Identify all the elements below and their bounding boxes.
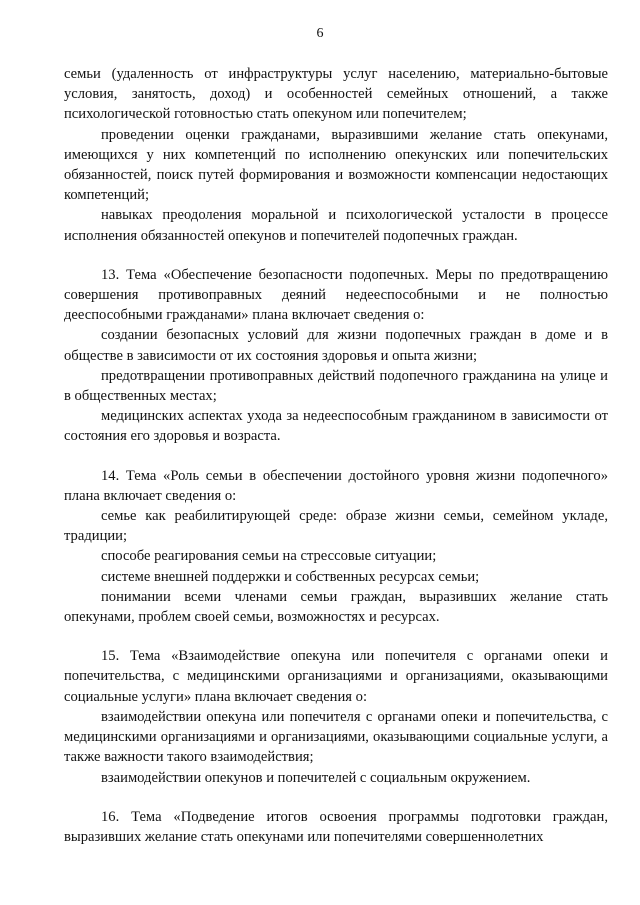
paragraph-family-understanding: понимании всеми членами семьи граждан, выразивших желание стать опекунами, проблем своей семьи, возможностях и ресурсах. <box>64 588 608 626</box>
paragraph-prevention: предотвращении противоправных действий подопечного гражданина на улице и в общественных местах; <box>64 367 608 405</box>
document-body <box>64 64 608 847</box>
paragraph-social-environment: взаимодействии опекунов и попечителей с социальным окружением. <box>101 769 531 786</box>
paragraph-rehab-environment: семье как реабилитирующей среде: образе жизни семьи, семейном укладе, традиции; <box>64 508 608 545</box>
paragraph-safe-conditions: создании безопасных условий для жизни подопечных граждан в доме и в обществе в зависимости от их состояния здоровья и опыта жизни; <box>64 327 608 364</box>
paragraph-medical-care: медицинских аспектах ухода за недееспособным гражданином в зависимости от состояния его здоровья и возраста. <box>64 408 608 445</box>
topic-14-heading: 14. Тема «Роль семьи в обеспечении достойного уровня жизни подопечного» плана включает сведения о: <box>64 467 608 504</box>
paragraph-competence-assessment: проведении оценки гражданами, выразившими желание стать опекунами, имеющихся у них компетенций по исполнению опекунских или попечительских обязанностей, поиск путей формирования и возможности компенсации недостающих компетенций; <box>64 126 608 204</box>
topic-13-heading: 13. Тема «Обеспечение безопасности подопечных. Меры по предотвращению совершения противоправных деяний недееспособными и не полностью дееспособными гражданами» плана включает сведения о: <box>64 266 608 324</box>
paragraph-family-conditions: семьи (удаленность от инфраструктуры услуг населению, материально-бытовые условия, занятость, доход) и особенностей семейных отношений, а также психологической готовностью стать опекуном или попечителем; <box>64 66 608 123</box>
topic-16-heading: 16. Тема «Подведение итогов освоения программы подготовки граждан, выразивших желание стать опекунами или попечителями совершеннолетних <box>64 808 608 845</box>
paragraph-agency-interaction: взаимодействии опекуна или попечителя с органами опеки и попечительства, с медицинскими организациями и организациями, оказывающими социальные услуги, а также важности такого взаимодействия; <box>64 708 608 766</box>
paragraph-stress-response: способе реагирования семьи на стрессовые ситуации; <box>101 548 437 565</box>
paragraph-support-system: системе внешней поддержки и собственных ресурсах семьи; <box>101 568 480 585</box>
paragraph-fatigue-skills: навыках преодоления моральной и психологической усталости в процессе исполнения обязанностей опекунов и попечителей подопечных граждан. <box>64 207 608 244</box>
topic-15-heading: 15. Тема «Взаимодействие опекуна или попечителя с органами опеки и попечительства, с медицинскими организациями и организациями, оказывающими социальные услуги» плана включает сведения о: <box>64 648 608 705</box>
page-number: 6 <box>316 26 324 41</box>
